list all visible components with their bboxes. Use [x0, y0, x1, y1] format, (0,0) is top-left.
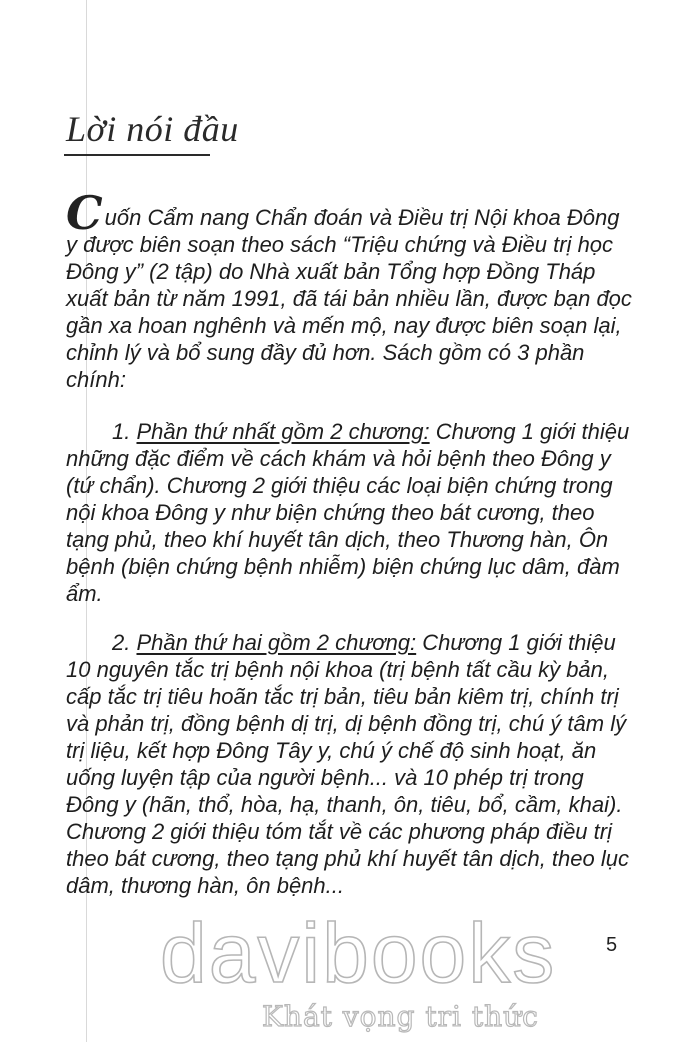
- watermark-brand: davibooks: [160, 906, 557, 1000]
- watermark-slogan: Khát vọng tri thức: [262, 1000, 539, 1033]
- title-underline: [64, 154, 210, 156]
- section-2-number: 2.: [112, 630, 131, 655]
- section-2-paragraph: [66, 629, 636, 899]
- section-2-text: Chương 1 giới thiệu 10 nguyên tắc trị bệnh nội khoa (trị bệnh tất cầu kỳ bản, cấp tắc trị tiêu hoãn tắc trị bản, tiêu bản kiêm trị, chính trị và phản trị, đồng bệnh dị trị, dị bệnh đồng trị, chú ý tâm lý trị liệu, kết hợp Đông Tây y, chú ý chế độ sinh hoạt, ăn uống luyện tập của người bệnh... và 10 phép trị trong Đông y (hãn, thổ, hòa, hạ, thanh, ôn, tiêu, bổ, cầm, khai). Chương 2 giới thiệu tóm tắt về các phương pháp điều trị theo bát cương, theo tạng phủ khí huyết tân dịch, theo lục dâm, thương hàn, ôn bệnh...: [66, 630, 629, 898]
- intro-text: uốn Cẩm nang Chẩn đoán và Điều trị Nội khoa Đông y được biên soạn theo sách “Triệu chứng và Điều trị học Đông y” (2 tập) do Nhà xuất bản Tổng hợp Đồng Tháp xuất bản từ năm 1991, đã tái bản nhiều lần, được bạn đọc gần xa hoan nghênh và mến mộ, nay được biên soạn lại, chỉnh lý và bổ sung đầy đủ hơn. Sách gồm có 3 phần chính:: [66, 205, 632, 392]
- section-1-number: 1.: [112, 419, 131, 444]
- section-2-heading: Phần thứ hai gồm 2 chương:: [136, 630, 417, 655]
- section-1-text: Chương 1 giới thiệu những đặc điểm về cách khám và hỏi bệnh theo Đông y (tứ chẩn). Chương 2 giới thiệu các loại biện chứng trong nội khoa Đông y như biện chứng theo bát cương, theo tạng phủ, theo khí huyết tân dịch, theo Thương hàn, Ôn bệnh (biện chứng bệnh nhiễm) biện chứng lục dâm, đàm ẩm.: [66, 419, 630, 606]
- section-1-heading: Phần thứ nhất gồm 2 chương:: [136, 419, 430, 444]
- drop-cap: C: [66, 186, 103, 240]
- page-number: 5: [606, 934, 618, 956]
- page-title: Lời nói đầu: [66, 109, 239, 149]
- section-1-paragraph: [66, 418, 636, 607]
- intro-paragraph: [66, 186, 636, 393]
